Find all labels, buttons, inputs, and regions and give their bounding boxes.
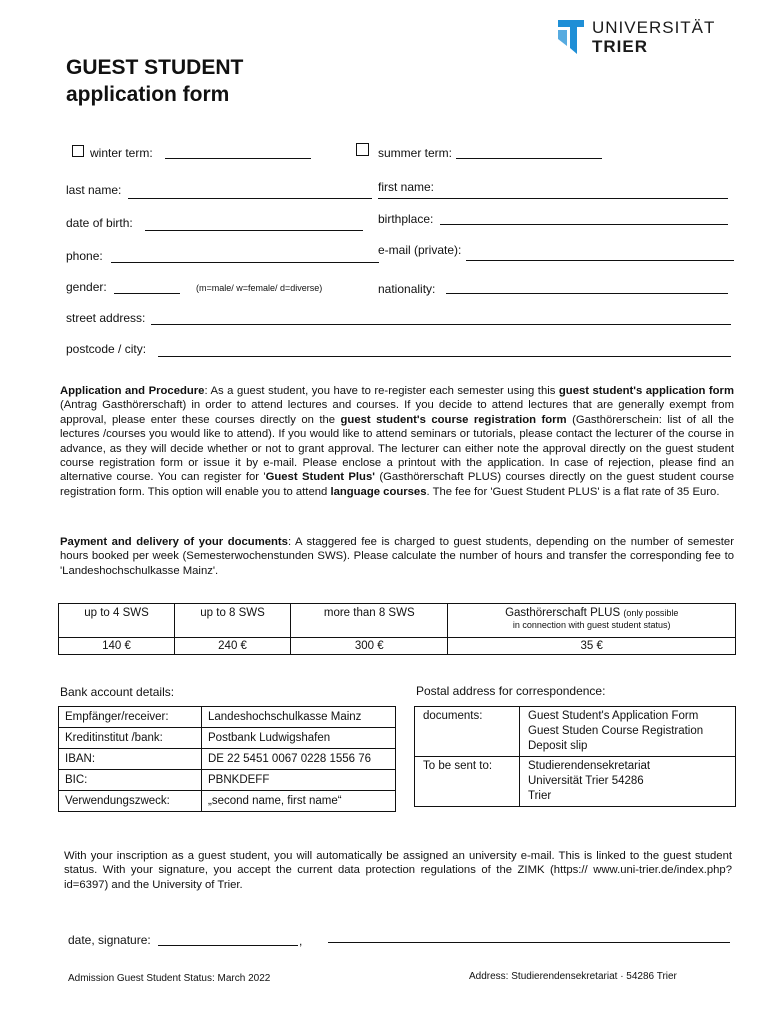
- application-procedure-text: [60, 384, 734, 499]
- application-text-2: (Antrag Gasthörerschaft) in order to attend lectures and courses. If you decide to attend lectures that are generally exempt from approval, please enter these courses directly on the: [60, 399, 734, 426]
- last-name-field[interactable]: [128, 198, 372, 199]
- fee-header-plus: [448, 604, 736, 638]
- bank-value: Landeshochschulkasse Mainz: [202, 707, 396, 728]
- postal-address: [520, 757, 736, 807]
- fee-header-4sws: up to 4 SWS: [59, 604, 175, 638]
- phone-label: phone:: [66, 249, 103, 263]
- fee-header-more8sws: more than 8 SWS: [291, 604, 448, 638]
- birthplace-label: birthplace:: [378, 212, 434, 226]
- bank-row: [59, 791, 396, 812]
- fees-table: [58, 603, 736, 655]
- summer-term-checkbox[interactable]: [356, 143, 369, 156]
- bank-table: [58, 706, 396, 812]
- documents-list: [520, 707, 736, 757]
- fees-header-row: [59, 604, 736, 638]
- bank-row: [59, 707, 396, 728]
- bank-key: Kreditinstitut /bank:: [59, 728, 202, 749]
- application-bold-1: guest student's application form: [558, 385, 735, 397]
- street-address-label: street address:: [66, 311, 146, 325]
- application-bold-3: Guest Student Plus': [265, 471, 375, 484]
- university-logo-icon: [558, 20, 584, 54]
- fees-value-row: [59, 638, 736, 655]
- document-item: Guest Studen Course Registration: [528, 725, 704, 737]
- postal-address-row: [415, 757, 736, 807]
- application-text-4: (Gasthörerschaft PLUS) courses directly on the guest student course registration form. This option will enable you to attend: [60, 471, 734, 498]
- payment-heading: Payment and delivery of your documents: [60, 536, 288, 548]
- date-of-birth-label: date of birth:: [66, 216, 133, 230]
- bank-value: „second name, first name“: [202, 791, 396, 812]
- birthplace-field[interactable]: [440, 224, 728, 225]
- winter-term-checkbox[interactable]: [72, 145, 84, 157]
- footer-address: Address: Studierendensekretariat · 54286 Trier: [469, 971, 677, 982]
- university-line1: UNIVERSITÄT: [592, 18, 716, 37]
- document-item: Deposit slip: [528, 740, 588, 752]
- inscription-text: With your inscription as a guest student, you will automatically be assigned an university e-mail. This is linked to the guest student status. With your signature, you accept the current data protection regulations of the ZIMK (https:// www.uni-trier.de/index.php?id=6397) and the University of Trier.: [64, 850, 732, 891]
- payment-text: [60, 535, 734, 578]
- address-line: Trier: [528, 790, 552, 802]
- bank-value: Postbank Ludwigshafen: [202, 728, 396, 749]
- title-line1: GUEST STUDENT: [66, 56, 244, 79]
- email-label: e-mail (private):: [378, 243, 462, 257]
- email-field[interactable]: [466, 260, 734, 261]
- fee-value-4sws: 140 €: [59, 638, 175, 655]
- bank-row: [59, 770, 396, 791]
- street-address-field[interactable]: [151, 324, 731, 325]
- application-bold-4: language courses: [330, 485, 427, 498]
- bank-row: [59, 749, 396, 770]
- gender-label: gender:: [66, 280, 107, 294]
- postal-documents-row: [415, 707, 736, 757]
- fee-value-more8sws: 300 €: [291, 638, 448, 655]
- footer-status: Admission Guest Student Status: March 2022: [68, 973, 271, 984]
- bank-key: Verwendungszweck:: [59, 791, 202, 812]
- summer-term-label: summer term:: [378, 146, 453, 160]
- date-of-birth-field[interactable]: [145, 230, 363, 231]
- postcode-city-label: postcode / city:: [66, 342, 147, 356]
- winter-term-label: winter term:: [90, 146, 153, 160]
- address-line: Studierendensekretariat: [528, 760, 651, 772]
- fee-header-plus-note2: in connection with guest student status): [512, 620, 671, 630]
- bank-value: DE 22 5451 0067 0228 1556 76: [202, 749, 396, 770]
- bank-key: BIC:: [59, 770, 202, 791]
- winter-term-field[interactable]: [165, 158, 311, 159]
- first-name-label: first name:: [378, 180, 435, 194]
- date-field[interactable]: [158, 945, 298, 946]
- fee-value-8sws: 240 €: [175, 638, 291, 655]
- application-text-3: (Gasthörerschein: list of all the lectures /courses you would like to attend). If you would like to attend seminars or tutorials, please contact the lecturer of the course in advance, as they will decide whether or not to grant approval. The lecturer can either note the approval directly on the guest student course registration form or issue it by e-mail. Please enclose a printout with the application. In case of rejection, please find an alternative course. You can register for ': [60, 413, 734, 484]
- university-name: [592, 18, 715, 56]
- application-text-1: : As a guest student, you have to re-register each semester using this: [204, 385, 559, 397]
- signature-comma: ,: [299, 934, 303, 948]
- postcode-city-field[interactable]: [158, 356, 731, 357]
- last-name-label: last name:: [66, 183, 122, 197]
- first-name-field[interactable]: [378, 198, 728, 199]
- sent-to-label: To be sent to:: [415, 757, 520, 807]
- application-bold-2: guest student's course registration form: [340, 413, 567, 426]
- date-signature-label: date, signature:: [68, 933, 151, 947]
- gender-hint: (m=male/ w=female/ d=diverse): [196, 283, 323, 293]
- bank-value: PBNKDEFF: [202, 770, 396, 791]
- documents-label: documents:: [415, 707, 520, 757]
- payment-body: : A staggered fee is charged to guest students, depending on the number of semester hours booked per week (Semesterwochenstunden SWS). Please calculate the number of hours and transfer the corresponding fee to 'Landeshochschulkasse Mainz'.: [60, 536, 734, 577]
- phone-field[interactable]: [111, 262, 379, 263]
- fee-header-plus-note1: (only possible: [623, 608, 679, 618]
- summer-term-field[interactable]: [456, 158, 602, 159]
- title-line2: application form: [66, 83, 230, 106]
- application-text-5: . The fee for 'Guest Student PLUS' is a flat rate of 35 Euro.: [426, 485, 720, 498]
- document-item: Guest Student's Application Form: [528, 710, 699, 722]
- bank-key: IBAN:: [59, 749, 202, 770]
- address-line: Universität Trier 54286: [528, 775, 644, 787]
- page-title: [66, 54, 243, 108]
- signature-field[interactable]: [328, 942, 730, 943]
- fee-header-plus-label: Gasthörerschaft PLUS: [505, 607, 621, 619]
- gender-field[interactable]: [114, 293, 180, 294]
- bank-row: [59, 728, 396, 749]
- bank-heading: Bank account details:: [60, 685, 175, 699]
- fee-value-plus: 35 €: [448, 638, 736, 655]
- nationality-label: nationality:: [378, 282, 436, 296]
- nationality-field[interactable]: [446, 293, 728, 294]
- postal-table: [414, 706, 736, 807]
- postal-heading: Postal address for correspondence:: [416, 684, 606, 698]
- university-line2: TRIER: [592, 37, 648, 56]
- bank-key: Empfänger/receiver:: [59, 707, 202, 728]
- application-heading: Application and Procedure: [60, 385, 205, 397]
- fee-header-8sws: up to 8 SWS: [175, 604, 291, 638]
